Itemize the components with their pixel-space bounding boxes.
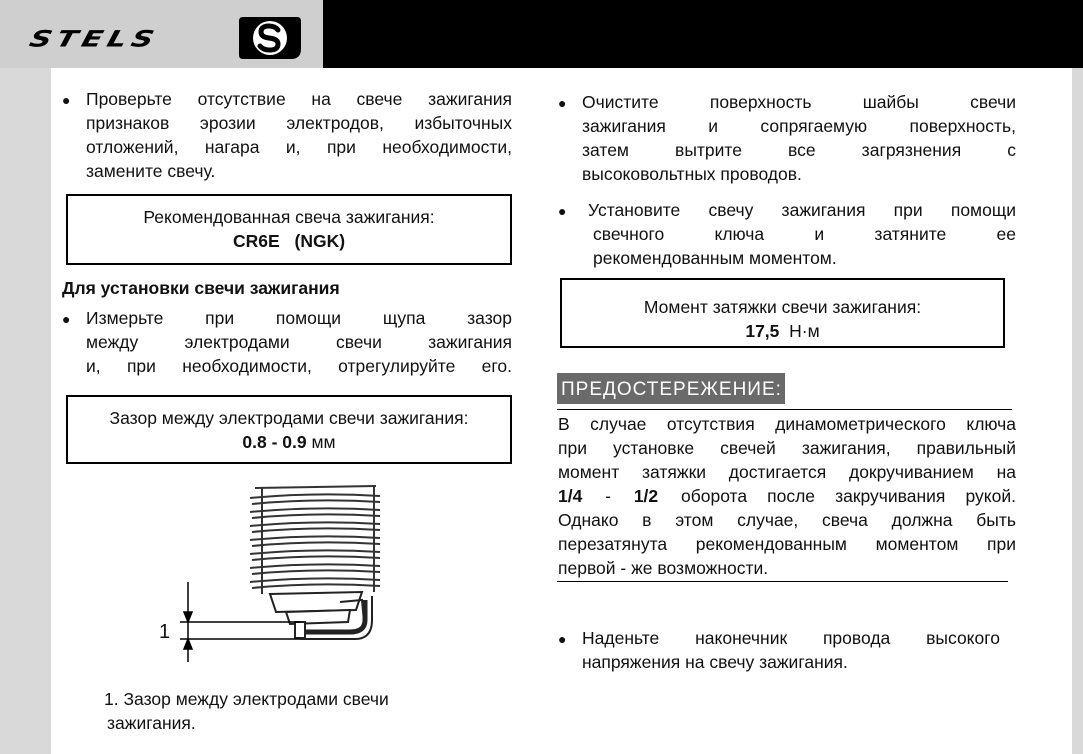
warning-title: ПРЕДОСТЕРЕЖЕНИЕ: <box>557 373 785 404</box>
box-label: Момент затяжки свечи зажигания: <box>643 297 922 317</box>
bullet-dot: ● <box>558 203 567 219</box>
text-line: зажигания и сопрягаемую поверхность, <box>582 116 1016 136</box>
warning-bottom-rule <box>557 581 1008 582</box>
text-line: Наденьте наконечник провода высокого <box>582 628 1000 648</box>
bullet-dot: ● <box>558 95 567 111</box>
fraction: 1/4 <box>558 486 583 506</box>
box-label: Зазор между электродами свечи зажигания: <box>109 408 469 428</box>
text-line: перезатянута рекомендованным моментом при <box>558 534 1016 554</box>
right-bullet-3 <box>582 626 1000 674</box>
text-line: Проверьте отсутствие на свече зажигания <box>86 89 512 109</box>
caption-line: 1. Зазор между электродами свечи <box>104 689 389 709</box>
brand-logo <box>0 0 323 68</box>
text-line: и, при необходимости, отрегулируйте его. <box>86 356 512 376</box>
recommended-plug-box <box>66 194 512 265</box>
bullet-dot: ● <box>62 311 71 327</box>
text-line: напряжения на свечу зажигания. <box>582 652 848 672</box>
dimension-label: 1 <box>159 621 171 643</box>
text-line: отложений, нагара и, при необходимости, <box>86 137 512 157</box>
text-line: признаков эрозии электродов, избыточных <box>86 113 512 133</box>
right-bullet-2 <box>588 198 1016 270</box>
box-unit: мм <box>311 432 336 452</box>
box-label: Рекомендованная свеча зажигания: <box>143 207 435 227</box>
brand-wordmark: STELS <box>26 26 162 53</box>
text-span: оборота после закручивания рукой. <box>680 486 1016 506</box>
text-line: Однако в этом случае, свеча должна быть <box>558 510 1016 530</box>
fraction: 1/2 <box>633 486 659 506</box>
text-line: Установите свечу зажигания при помощи <box>588 200 1016 220</box>
text-line: Очистите поверхность шайбы свечи <box>582 92 1016 112</box>
section-title: Для установки свечи зажигания <box>62 278 340 298</box>
text-line: рекомендованным моментом. <box>593 248 837 268</box>
torque-box <box>560 278 1005 348</box>
text-line: замените свечу. <box>86 161 216 181</box>
spark-plug-illustration <box>150 482 390 662</box>
text-line: Измерьте при помощи щупа зазор <box>86 308 512 328</box>
left-bullet-1 <box>86 87 512 183</box>
warning-top-rule <box>557 409 1012 410</box>
dash: - <box>605 486 611 506</box>
figure-caption <box>104 687 389 735</box>
text-line: момент затяжки достигается докручиванием на <box>558 462 1016 482</box>
right-bullet-1 <box>582 90 1016 186</box>
warning-text <box>558 412 1016 580</box>
text-line: В случае отсутствия динамометрического ключа <box>558 414 1016 434</box>
bullet-dot: ● <box>558 631 567 647</box>
text-line: затем вытрите все загрязнения с <box>582 140 1016 160</box>
box-value: 0.8 - 0.9 <box>242 432 307 452</box>
box-unit: Н·м <box>789 321 820 341</box>
left-bullet-2 <box>86 306 512 378</box>
caption-line: зажигания. <box>107 713 196 733</box>
text-line: при установке свечей зажигания, правильный <box>558 438 1016 458</box>
bullet-dot: ● <box>62 92 71 108</box>
box-value: 17,5 <box>745 321 780 341</box>
electrode-gap-box <box>66 395 512 464</box>
text-line: между электродами свечи зажигания <box>86 332 512 352</box>
left-margin-bar <box>0 68 51 754</box>
brand-s-icon <box>237 15 303 61</box>
box-value: CR6E (NGK) <box>232 231 346 251</box>
right-margin-bar <box>1072 68 1083 754</box>
text-line <box>558 484 1016 508</box>
text-line: свечного ключа и затяните ее <box>593 224 1016 244</box>
text-line: первой - же возможности. <box>558 558 769 578</box>
text-line: высоковольтных проводов. <box>582 164 802 184</box>
